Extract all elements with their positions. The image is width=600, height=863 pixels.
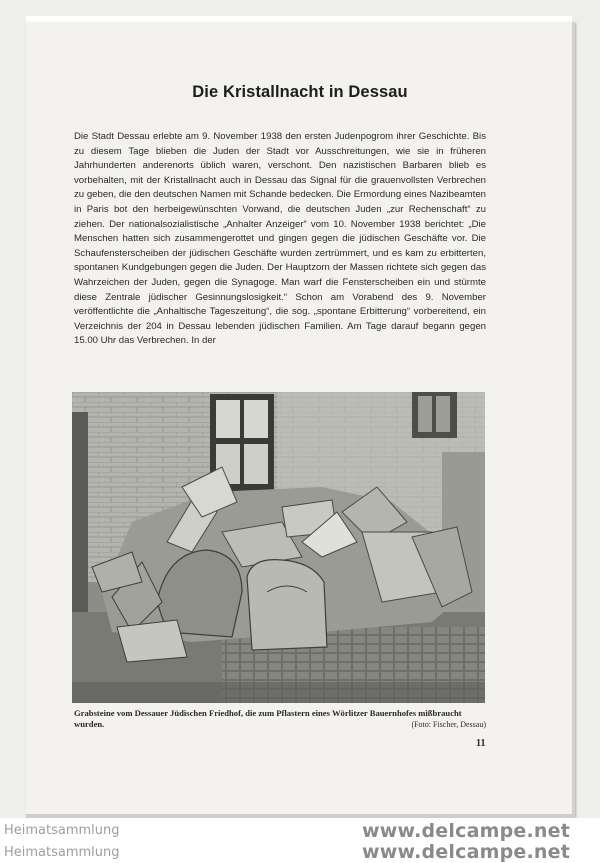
watermark-left: Heimatsammlung [4, 823, 120, 838]
article-body: Die Stadt Dessau erlebte am 9. November 1938 den ersten Judenpogrom ihrer Geschichte. Bis zu diesem Tage blieben die Juden der Stadt vor Ausschreitungen, wie sie in früheren Jahrhunderten anderenorts üblich waren, verschont. Den nazistischen Barbaren blieb es vorbehalten, mit der Kristallnacht auch in Dessau das Signal für die grauenvollsten Verbrechen zu geben, die den deutschen Namen mit Schande bedecken. Die Ermordung eines Nazibeamten in Paris bot den herbeigewünschten Vorwand, die deutschen Juden „zur Rechenschaft“ zu ziehen. Der nationalsozialistische „Anhalter Anzeiger“ vom 10. November 1938 berichtet: „Die Menschen hatten sich zusammengerottet und gingen gegen die jüdischen Geschäfte vor. Die Schaufensterscheiben der jüdischen Geschäfte wurden zertrümmert, und es kam zu erbitterten, spontanen Kundgebungen gegen die Juden. Der Hauptzorn der Massen richtete sich gegen das Wahrzeichen der Juden, gegen die Synagoge. Man warf die Fensterscheiben ein und stürmte diese Zentrale jüdischer Gesinnungslosigkeit.“ Schon am Vorabend des 9. November veröffentlichte die „Anhaltische Tageszeitung“, die sog. „spontane Erbitterung“ vorbereitend, ein Verzeichnis der 204 in Dessau lebenden jüdischen Familien. Am Tage darauf begann gegen 15.00 Uhr das Verbrechen. In der [74, 131, 486, 347]
gravestone [247, 560, 327, 650]
watermark-right: www.delcampe.net [362, 820, 570, 842]
page-title: Die Kristallnacht in Dessau [192, 83, 408, 101]
watermark-bar [0, 818, 600, 863]
watermark-right-repeat: www.delcampe.net [362, 841, 570, 863]
watermark-left-repeat: Heimatsammlung [4, 845, 120, 860]
photo-caption [74, 708, 486, 730]
caption-text: Grabsteine vom Dessauer Jüdischen Friedhof, die zum Pflastern eines Wörlitzer Bauernhofes mißbraucht wurden. [74, 708, 462, 729]
page-number: 11 [476, 738, 486, 749]
photo-gravestones [72, 392, 485, 703]
photo-credit: (Foto: Fischer, Dessau) [411, 720, 486, 729]
